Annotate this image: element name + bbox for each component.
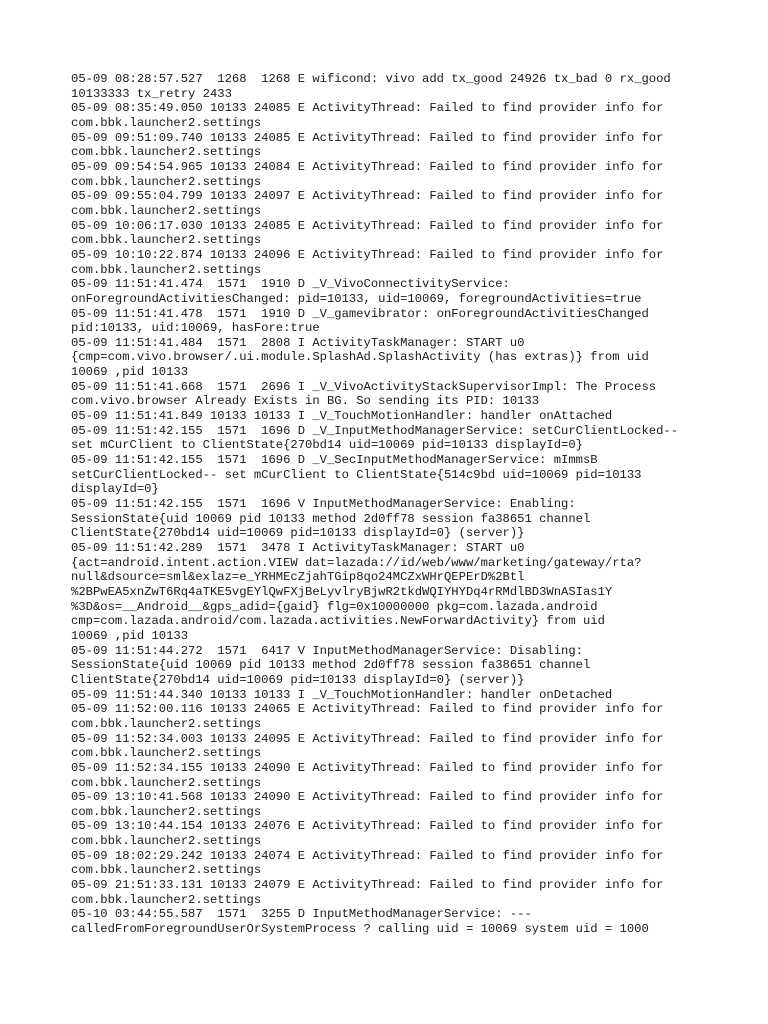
log-line: com.bbk.launcher2.settings [71,203,262,218]
log-line: displayId=0} [71,482,159,497]
log-line: 05-09 11:51:41.668 1571 2696 I _V_VivoActivityStackSupervisorImpl: The Process [71,379,657,394]
log-line: {act=android.intent.action.VIEW dat=lazada://id/web/www/marketing/gateway/rta? [71,555,642,570]
log-line: 10069 ,pid 10133 [71,628,189,643]
log-line: onForegroundActivitiesChanged: pid=10133, uid=10069, foregroundActivities=true [71,291,642,306]
log-line: com.bbk.launcher2.settings [71,804,262,819]
log-line: %2BPwEA5xnZwT6Rq4aTKE5vgEYlQwFXjBeLyvlryBjwR2tkdWQIYHYDq4rRMdlBD3WnASIas1Y [71,584,613,599]
log-line: 05-09 09:54:54.965 10133 24084 E ActivityThread: Failed to find provider info for [71,159,664,174]
log-line: 05-09 13:10:44.154 10133 24076 E ActivityThread: Failed to find provider info for [71,819,664,834]
log-line: 05-09 11:51:42.155 1571 1696 D _V_SecInputMethodManagerService: mImmsB [71,453,598,468]
log-line: %3D&os=__Android__&gps_adid={gaid} flg=0x10000000 pkg=com.lazada.android [71,599,598,614]
log-line: com.bbk.launcher2.settings [71,834,262,849]
log-line: set mCurClient to ClientState{270bd14 uid=10069 pid=10133 displayId=0} [71,438,583,453]
log-line: com.bbk.launcher2.settings [71,233,262,248]
log-line: 05-09 10:10:22.874 10133 24096 E ActivityThread: Failed to find provider info for [71,247,664,262]
log-line: 05-09 11:52:34.155 10133 24090 E ActivityThread: Failed to find provider info for [71,760,664,775]
log-line: 05-09 10:06:17.030 10133 24085 E ActivityThread: Failed to find provider info for [71,218,664,233]
log-line: 05-09 11:51:41.849 10133 10133 I _V_TouchMotionHandler: handler onAttached [71,409,613,424]
log-line: null&dsource=sml&exlaz=e_YRHMEcZjahTGip8qo24MCZxWHrQEPErD%2Btl [71,570,525,585]
log-line: SessionState{uid 10069 pid 10133 method 2d0ff78 session fa38651 channel [71,658,591,673]
log-line: {cmp=com.vivo.browser/.ui.module.SplashAd.SplashActivity (has extras)} from uid [71,350,649,365]
log-line: com.bbk.launcher2.settings [71,892,262,907]
log-line: com.bbk.launcher2.settings [71,145,262,160]
log-line: com.bbk.launcher2.settings [71,174,262,189]
log-line: calledFromForegroundUserOrSystemProcess ? calling uid = 10069 system uid = 1000 [71,922,649,937]
log-line: 05-09 11:51:42.289 1571 3478 I ActivityTaskManager: START u0 [71,541,525,555]
log-line: 05-09 08:28:57.527 1268 1268 E wificond: vivo add tx_good 24926 tx_bad 0 rx_good [71,72,671,86]
log-line: com.bbk.launcher2.settings [71,716,262,731]
log-line: 05-09 11:51:44.272 1571 6417 V InputMethodManagerService: Disabling: [71,643,583,658]
log-line: com.vivo.browser Already Exists in BG. So sending its PID: 10133 [71,394,540,409]
log-line: 05-09 09:55:04.799 10133 24097 E ActivityThread: Failed to find provider info for [71,189,664,204]
log-line: com.bbk.launcher2.settings [71,775,262,790]
log-line: 05-09 13:10:41.568 10133 24090 E ActivityThread: Failed to find provider info for [71,790,664,805]
log-line: 10069 ,pid 10133 [71,365,189,380]
log-line: 05-09 11:52:34.003 10133 24095 E ActivityThread: Failed to find provider info for [71,731,664,746]
log-line: com.bbk.launcher2.settings [71,863,262,878]
log-line: 05-09 08:35:49.050 10133 24085 E ActivityThread: Failed to find provider info for [71,101,664,116]
log-line: ClientState{270bd14 uid=10069 pid=10133 displayId=0} (server)} [71,672,525,687]
log-line: 05-09 09:51:09.740 10133 24085 E ActivityThread: Failed to find provider info for [71,130,664,145]
log-line: 05-09 11:51:42.155 1571 1696 V InputMethodManagerService: Enabling: [71,497,576,512]
log-line: pid:10133, uid:10069, hasFore:true [71,321,320,336]
log-line: SessionState{uid 10069 pid 10133 method 2d0ff78 session fa38651 channel [71,511,591,526]
log-line: 05-09 11:51:41.478 1571 1910 D _V_gamevibrator: onForegroundActivitiesChanged [71,306,649,321]
log-line: com.bbk.launcher2.settings [71,746,262,761]
log-line: 05-09 11:51:41.484 1571 2808 I ActivityTaskManager: START u0 [71,335,525,350]
log-document [71,72,761,937]
log-line: 05-09 11:51:42.155 1571 1696 D _V_InputMethodManagerService: setCurClientLocked-- [71,423,679,438]
log-line: 05-09 21:51:33.131 10133 24079 E ActivityThread: Failed to find provider info for [71,878,664,893]
log-line: 10133333 tx_retry 2433 [71,86,232,101]
log-line: 05-09 11:51:44.340 10133 10133 I _V_TouchMotionHandler: handler onDetached [71,687,613,702]
log-line: 05-09 18:02:29.242 10133 24074 E ActivityThread: Failed to find provider info for [71,848,664,863]
log-line: 05-09 11:52:00.116 10133 24065 E ActivityThread: Failed to find provider info for [71,702,664,717]
log-line: com.bbk.launcher2.settings [71,115,262,130]
log-line: 05-10 03:44:55.587 1571 3255 D InputMethodManagerService: --- [71,907,532,922]
log-line: cmp=com.lazada.android/com.lazada.activities.NewForwardActivity} from uid [71,614,605,629]
log-line: 05-09 11:51:41.474 1571 1910 D _V_VivoConnectivityService: [71,277,510,292]
log-line: setCurClientLocked-- set mCurClient to ClientState{514c9bd uid=10069 pid=10133 [71,467,642,482]
log-line: com.bbk.launcher2.settings [71,262,262,277]
log-line: ClientState{270bd14 uid=10069 pid=10133 displayId=0} (server)} [71,526,525,541]
